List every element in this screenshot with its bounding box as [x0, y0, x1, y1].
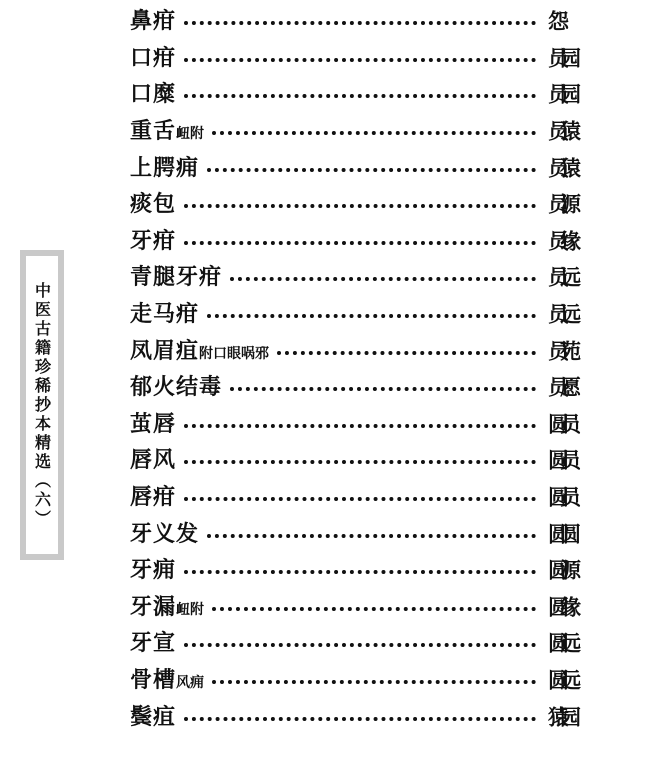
toc-page-number: 员园	[548, 46, 572, 71]
toc-dot-leader	[212, 131, 536, 135]
toc-dot-leader	[212, 680, 536, 684]
toc-page-number: 员园	[548, 82, 572, 107]
toc-dot-leader	[207, 534, 536, 538]
toc-dot-leader	[184, 643, 536, 647]
toc-page-number: 员苑	[548, 339, 572, 364]
toc-entry-title	[130, 338, 270, 364]
toc-entry[interactable]	[0, 371, 656, 408]
toc-dot-leader	[184, 58, 536, 62]
toc-entry-title	[130, 631, 177, 657]
toc-entry-title	[130, 521, 200, 547]
toc-dot-leader	[184, 204, 536, 208]
toc-dot-leader	[184, 241, 536, 245]
toc-page-number: 员猿	[548, 156, 572, 181]
series-title: 中医古籍珍稀抄本精选（六）	[32, 281, 52, 529]
toc-page-number: 圆缘	[548, 595, 572, 620]
toc-entry[interactable]	[0, 517, 656, 554]
toc-entry-title	[130, 194, 176, 216]
toc-entry-title	[130, 228, 177, 254]
toc-entry[interactable]	[0, 334, 656, 371]
toc-entry-main-title: 走马疳	[130, 302, 200, 328]
toc-page-number: 员愿	[548, 375, 572, 400]
toc-entry[interactable]	[0, 151, 656, 188]
toc-entry-main-title: 鼻疳	[130, 9, 177, 35]
toc-entry-main-title: 口糜	[130, 82, 177, 108]
toc-dot-leader	[212, 607, 536, 611]
toc-dot-leader	[207, 168, 536, 172]
toc-entry[interactable]	[0, 700, 656, 737]
toc-page-number: 员源	[548, 192, 572, 217]
toc-entry-subtitle: 风痈	[176, 675, 205, 692]
toc-dot-leader	[184, 717, 536, 721]
toc-entry-title	[130, 82, 177, 108]
toc-entry-title	[130, 594, 205, 620]
toc-entry-main-title: 口疳	[130, 46, 177, 72]
toc-entry[interactable]	[0, 444, 656, 481]
toc-page-number: 猿园	[548, 705, 572, 730]
toc-page-number: 圆员	[548, 448, 572, 473]
toc-entry-title	[130, 48, 176, 70]
toc-entry-subtitle: 附口眼㖞邪	[199, 345, 270, 362]
table-of-contents	[0, 5, 656, 737]
toc-entry-title	[130, 265, 223, 291]
toc-page-number: 圆员	[548, 412, 572, 437]
toc-page-number: 员远	[548, 265, 572, 290]
toc-page-number: 圆远	[548, 631, 572, 656]
toc-entry-main-title: 唇风	[130, 448, 177, 474]
toc-page-number: 员远	[548, 302, 572, 327]
toc-entry-main-title: 牙疳	[130, 228, 177, 254]
toc-entry-main-title: 青腿牙疳	[130, 265, 223, 291]
toc-page-number: 圆员	[548, 485, 572, 510]
toc-entry-title	[130, 155, 200, 181]
toc-entry-title	[130, 11, 176, 33]
toc-entry-main-title: 牙漏	[130, 594, 177, 620]
toc-dot-leader	[230, 277, 536, 281]
toc-dot-leader	[277, 351, 536, 355]
toc-dot-leader	[184, 570, 536, 574]
toc-entry[interactable]	[0, 591, 656, 628]
toc-entry-main-title: 唇疳	[130, 485, 177, 511]
toc-entry-main-title: 凤眉疽	[130, 338, 200, 364]
toc-entry-main-title: 重舌	[130, 119, 177, 145]
toc-dot-leader	[184, 424, 536, 428]
toc-entry-title	[130, 448, 177, 474]
toc-entry-title	[130, 670, 204, 692]
toc-entry[interactable]	[0, 408, 656, 445]
toc-page-number: 员猿	[548, 119, 572, 144]
toc-entry-subtitle: 衄附	[176, 126, 205, 143]
toc-entry-main-title: 牙痈	[130, 558, 177, 584]
toc-entry-title	[130, 121, 204, 143]
toc-entry[interactable]	[0, 627, 656, 664]
toc-entry[interactable]	[0, 481, 656, 518]
toc-page-number: 圆圆	[548, 522, 572, 547]
toc-dot-leader	[184, 94, 536, 98]
toc-entry-main-title: 郁火结毒	[130, 375, 223, 401]
toc-page-number: 圆远	[548, 668, 572, 693]
toc-entry-title	[130, 487, 176, 509]
toc-entry-main-title: 牙宣	[130, 631, 177, 657]
toc-entry-title	[130, 560, 176, 582]
toc-entry[interactable]	[0, 664, 656, 701]
toc-entry-main-title: 痰包	[130, 192, 177, 218]
toc-dot-leader	[184, 21, 536, 25]
toc-entry[interactable]	[0, 554, 656, 591]
toc-entry[interactable]	[0, 225, 656, 262]
toc-entry-main-title: 茧唇	[130, 411, 177, 437]
toc-entry[interactable]	[0, 5, 656, 42]
toc-entry[interactable]	[0, 261, 656, 298]
toc-entry-title	[130, 304, 199, 326]
toc-entry-main-title: 鬓疽	[130, 704, 177, 730]
toc-entry[interactable]	[0, 188, 656, 225]
toc-entry[interactable]	[0, 78, 656, 115]
toc-entry[interactable]	[0, 42, 656, 79]
toc-page-number: 员缘	[548, 229, 572, 254]
toc-entry[interactable]	[0, 298, 656, 335]
toc-entry-main-title: 牙义发	[130, 521, 200, 547]
toc-page-number: 怨	[548, 9, 560, 34]
toc-entry-title	[130, 377, 222, 399]
toc-entry-subtitle: 衄附	[176, 601, 205, 618]
toc-dot-leader	[230, 387, 536, 391]
toc-entry-title	[130, 411, 177, 437]
toc-entry[interactable]	[0, 115, 656, 152]
toc-dot-leader	[207, 314, 536, 318]
toc-entry-title	[130, 704, 177, 730]
toc-dot-leader	[184, 460, 536, 464]
toc-page-number: 圆源	[548, 558, 572, 583]
toc-entry-main-title: 上腭痈	[130, 155, 200, 181]
toc-dot-leader	[184, 497, 536, 501]
toc-entry-main-title: 骨槽	[130, 668, 177, 694]
